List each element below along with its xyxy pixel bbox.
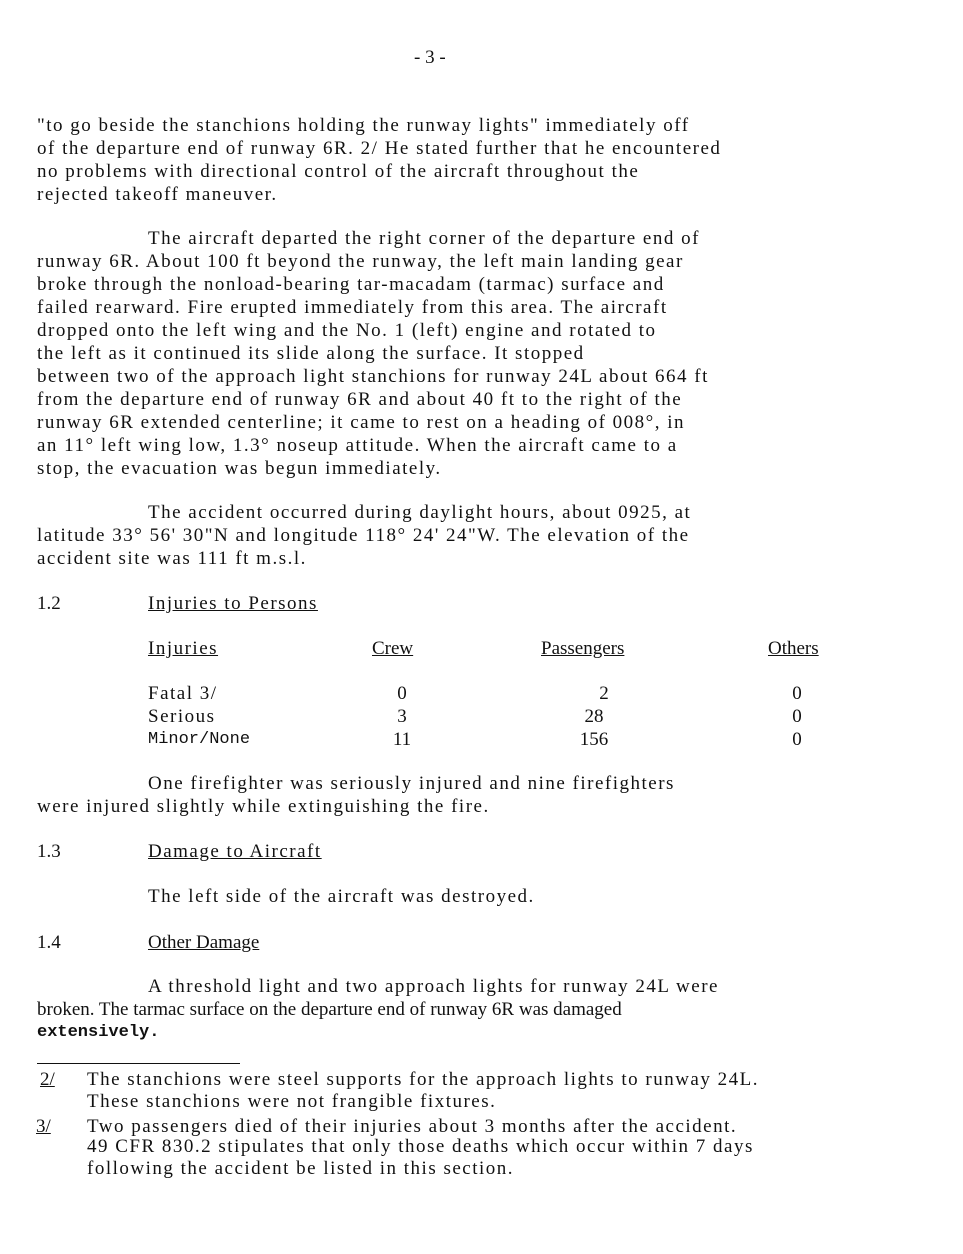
- text-line: "to go beside the stanchions holding the runway lights" immediately off: [37, 115, 690, 136]
- text-line: rejected takeoff maneuver.: [37, 184, 278, 205]
- text-line: The aircraft departed the right corner of the departure end of: [148, 228, 700, 249]
- text-line: accident site was 111 ft m.s.l.: [37, 548, 307, 569]
- text-line: between two of the approach light stanchions for runway 24L about 664 ft: [37, 366, 709, 387]
- text-line: of the departure end of runway 6R. 2/ He stated further that he encountered: [37, 138, 722, 159]
- text-line: latitude 33° 56' 30"N and longitude 118° 24' 24"W. The elevation of the: [37, 525, 690, 546]
- text-line: were injured slightly while extinguishing the fire.: [37, 796, 490, 817]
- text-line: The stanchions were steel supports for the approach lights to runway 24L.: [87, 1069, 759, 1090]
- text-line: extensively.: [37, 1023, 160, 1042]
- text-line: 49 CFR 830.2 stipulates that only those deaths which occur within 7 days: [87, 1136, 754, 1157]
- text-line: the left as it continued its slide along the surface. It stopped: [37, 343, 585, 364]
- passengers-value: 2: [599, 683, 609, 704]
- others-value: 0: [792, 706, 802, 727]
- row-label: Minor/None: [148, 730, 251, 749]
- text-line: The accident occurred during daylight hours, about 0925, at: [148, 502, 692, 523]
- crew-value: 0: [397, 683, 407, 704]
- text-line: Two passengers died of their injuries about 3 months after the accident.: [87, 1116, 738, 1137]
- text-line: These stanchions were not frangible fixtures.: [87, 1091, 497, 1112]
- passengers-value: 28: [584, 706, 604, 727]
- section-number: 1.4: [37, 932, 61, 953]
- text-line: broken. The tarmac surface on the departure end of runway 6R was damaged: [37, 999, 622, 1020]
- table-header-others: Others: [768, 638, 819, 659]
- footnote-marker: 3/: [36, 1116, 51, 1137]
- text-line: stop, the evacuation was begun immediately.: [37, 458, 442, 479]
- table-header-passengers: Passengers: [541, 638, 625, 659]
- section-title: Injuries to Persons: [148, 593, 318, 614]
- section-title: Damage to Aircraft: [148, 841, 322, 862]
- text-line: failed rearward. Fire erupted immediately from this area. The aircraft: [37, 297, 668, 318]
- passengers-value: 156: [579, 729, 609, 750]
- text-line: runway 6R. About 100 ft beyond the runway, the left main landing gear: [37, 251, 684, 272]
- table-header-crew: Crew: [372, 638, 414, 659]
- footnote-marker: 2/: [40, 1069, 55, 1090]
- crew-value: 3: [397, 706, 407, 727]
- section-number: 1.2: [37, 593, 61, 614]
- table-header-injuries: Injuries: [148, 638, 219, 659]
- others-value: 0: [792, 729, 802, 750]
- row-label: Fatal 3/: [148, 683, 218, 704]
- text-line: broke through the nonload-bearing tar-macadam (tarmac) surface and: [37, 274, 665, 295]
- text-line: runway 6R extended centerline; it came to rest on a heading of 008°, in: [37, 412, 686, 433]
- text-line: following the accident be listed in this section.: [87, 1158, 515, 1179]
- section-title: Other Damage: [148, 932, 260, 953]
- text-line: dropped onto the left wing and the No. 1 (left) engine and rotated to: [37, 320, 657, 341]
- text-line: The left side of the aircraft was destroyed.: [148, 886, 535, 907]
- page-number: - 3 -: [414, 47, 446, 68]
- text-line: no problems with directional control of the aircraft throughout the: [37, 161, 640, 182]
- section-number: 1.3: [37, 841, 61, 862]
- footnote-divider: [37, 1063, 240, 1064]
- text-line: from the departure end of runway 6R and about 40 ft to the right of the: [37, 389, 683, 410]
- others-value: 0: [792, 683, 802, 704]
- text-line: One firefighter was seriously injured and nine firefighters: [148, 773, 675, 794]
- text-line: A threshold light and two approach lights for runway 24L were: [148, 976, 719, 997]
- text-line: an 11° left wing low, 1.3° noseup attitude. When the aircraft came to a: [37, 435, 678, 456]
- row-label: Serious: [148, 706, 216, 727]
- crew-value: 11: [392, 729, 412, 750]
